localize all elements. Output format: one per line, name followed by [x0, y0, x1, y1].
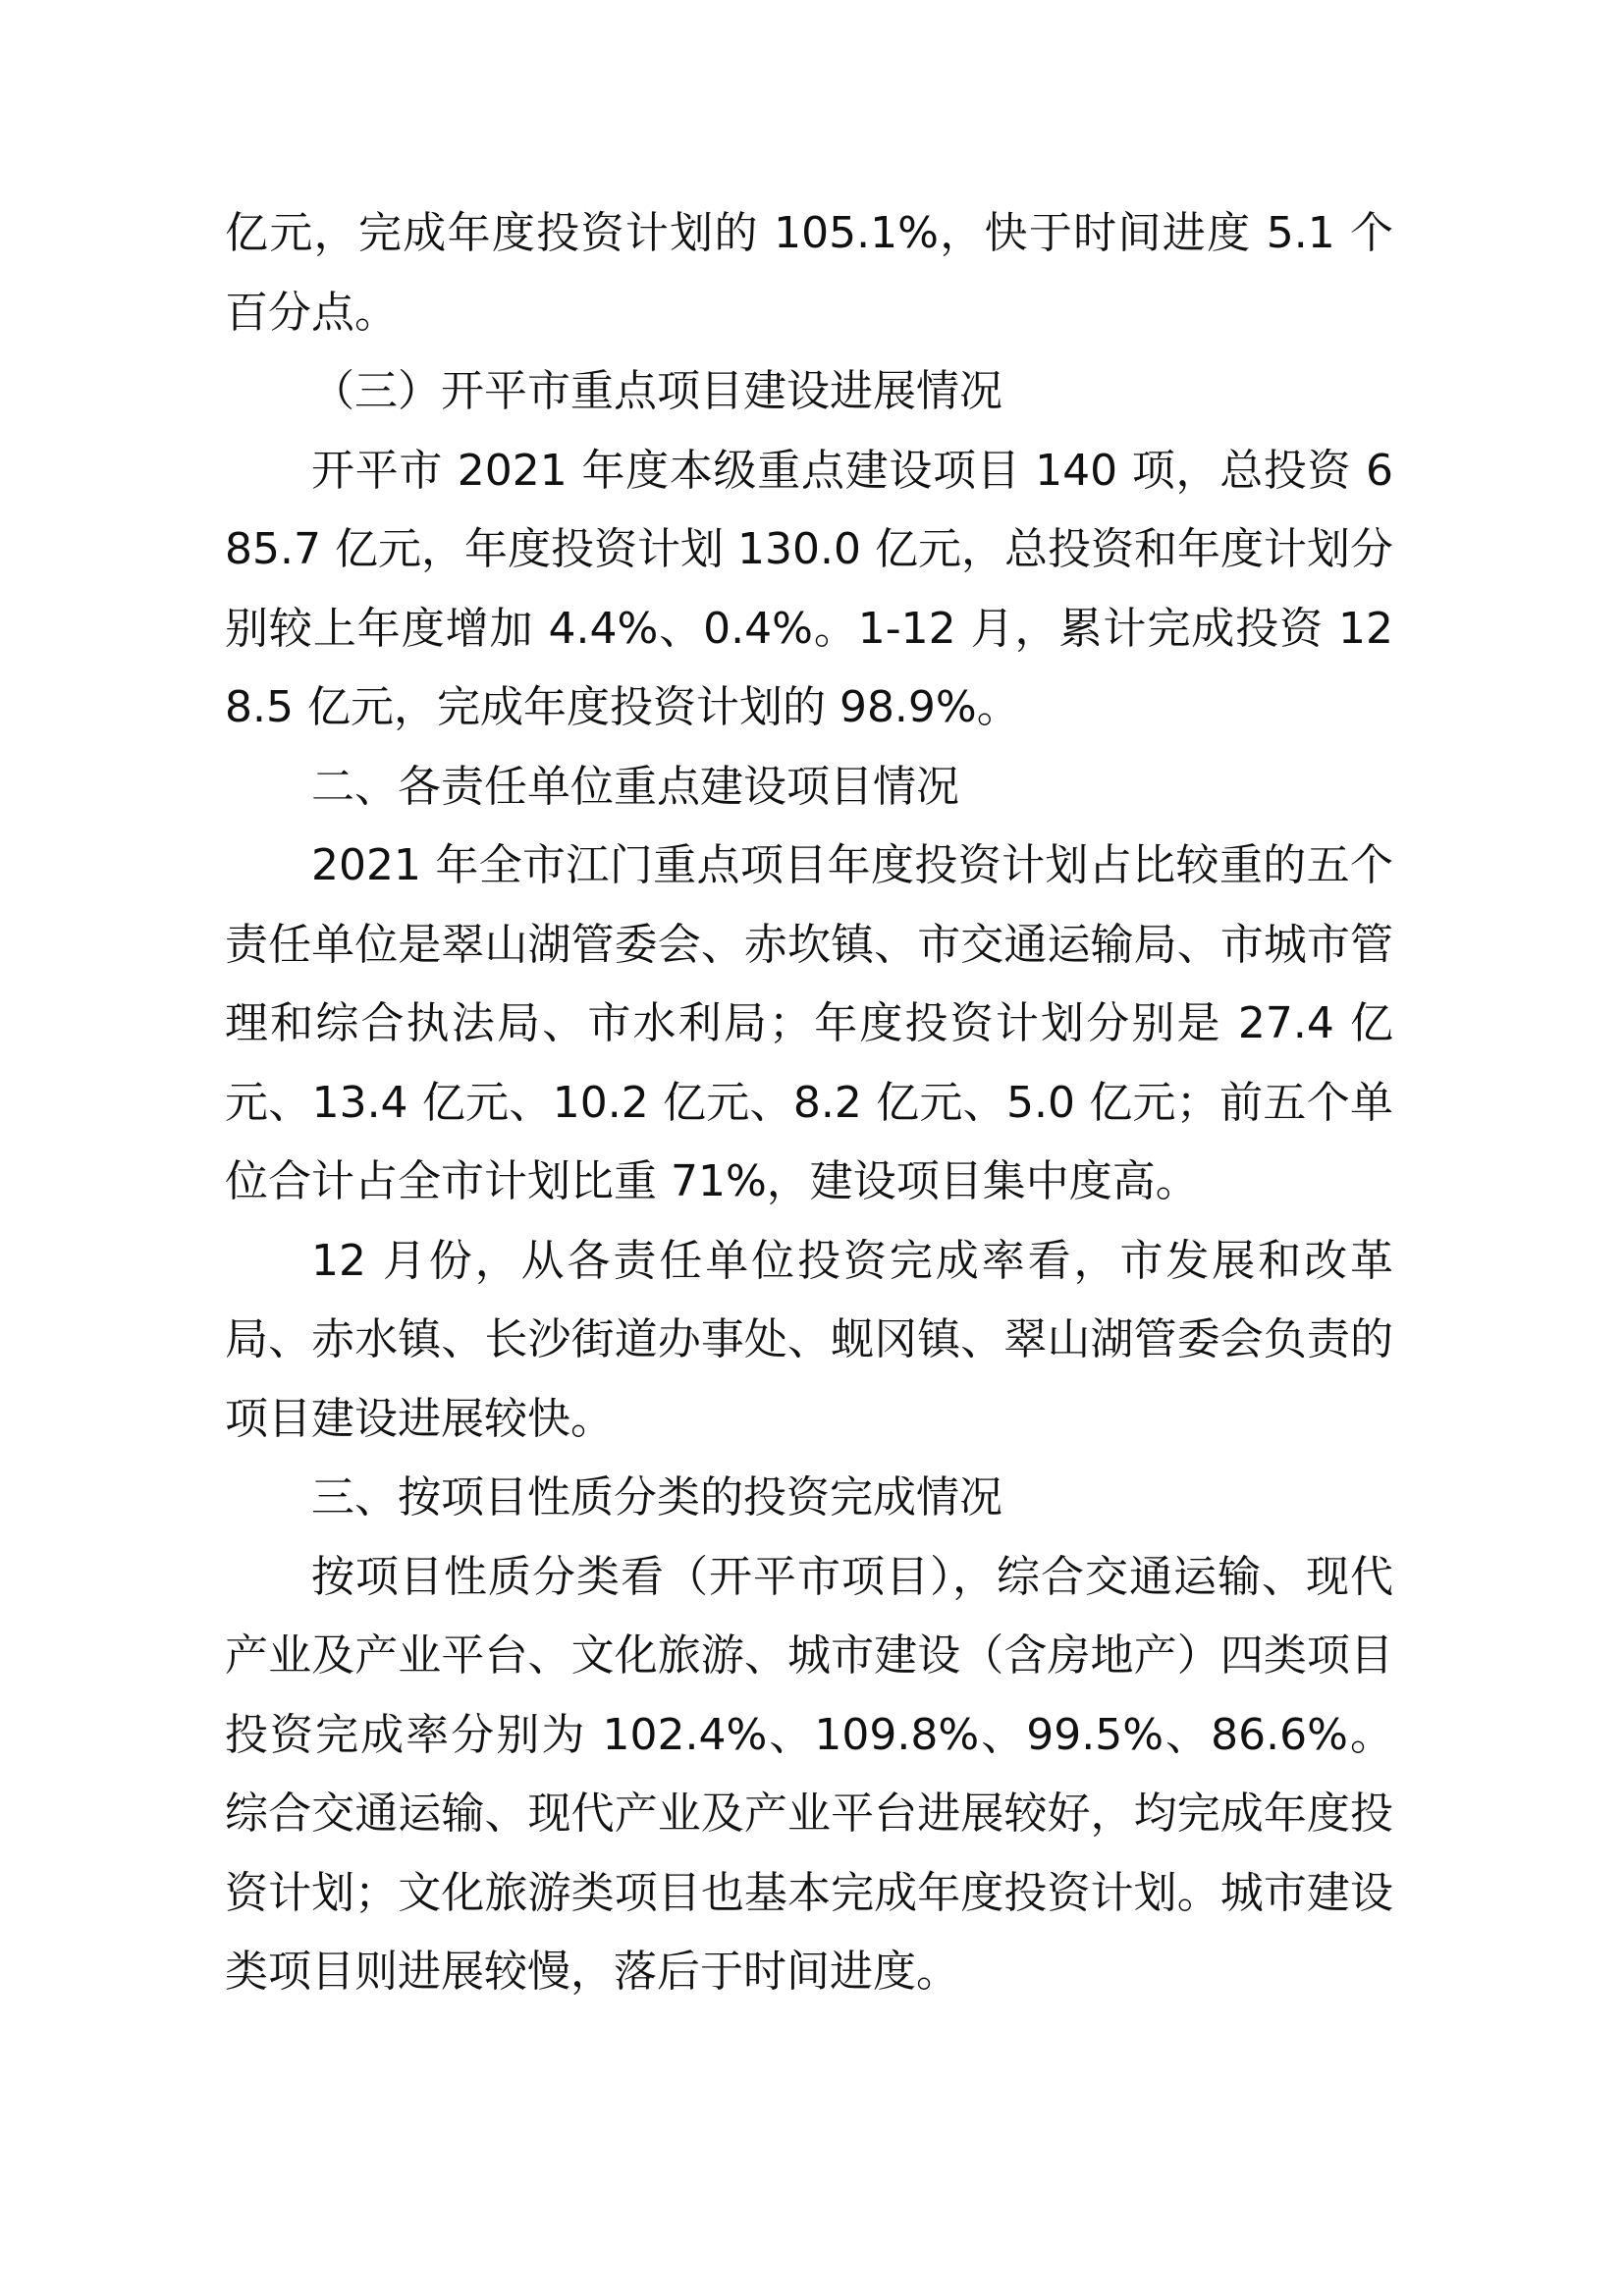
heading-responsible-units: 二、各责任单位重点建设项目情况 [311, 761, 959, 812]
paragraph-responsible-units: 2021 年全市江门重点项目年度投资计划占比较重的五个责任单位是翠山湖管委会、赤坎镇、市交通运输局、市城市管理和综合执法局、市水利局；年度投资计划分别是 27.4 亿元、13.4 亿元、10.2 亿元、8.2 亿元、5.0 亿元；前五个单位合计占全市计划比重 71%，建设项目集中度高。 [225, 840, 1393, 1206]
paragraph-project-categories: 按项目性质分类看（开平市项目），综合交通运输、现代产业及产业平台、文化旅游、城市建设（含房地产）四类项目投资完成率分别为 102.4%、109.8%、99.5%、86.6%。综合交通运输、现代产业及产业平台进展较好，均完成年度投资计划；文化旅游类项目也基本完成年度投资计划。城市建设类项目则进展较慢，落后于时间进度。 [225, 1551, 1393, 1997]
paragraph-continuation: 亿元，完成年度投资计划的 105.1%，快于时间进度 5.1 个百分点。 [225, 208, 1393, 338]
document-page [225, 194, 1393, 2012]
heading-project-categories: 三、按项目性质分类的投资完成情况 [311, 1472, 1002, 1522]
subheading-kaiping-projects: （三）开平市重点项目建设进展情况 [311, 366, 1002, 416]
paragraph-december-progress: 12 月份，从各责任单位投资完成率看，市发展和改革局、赤水镇、长沙街道办事处、蚬冈镇、翠山湖管委会负责的项目建设进展较快。 [225, 1235, 1393, 1444]
paragraph-kaiping-projects: 开平市 2021 年度本级重点建设项目 140 项，总投资 685.7 亿元，年度投资计划 130.0 亿元，总投资和年度计划分别较上年度增加 4.4%、0.4%。1-12 月，累计完成投资 128.5 亿元，完成年度投资计划的 98.9%。 [225, 445, 1393, 732]
